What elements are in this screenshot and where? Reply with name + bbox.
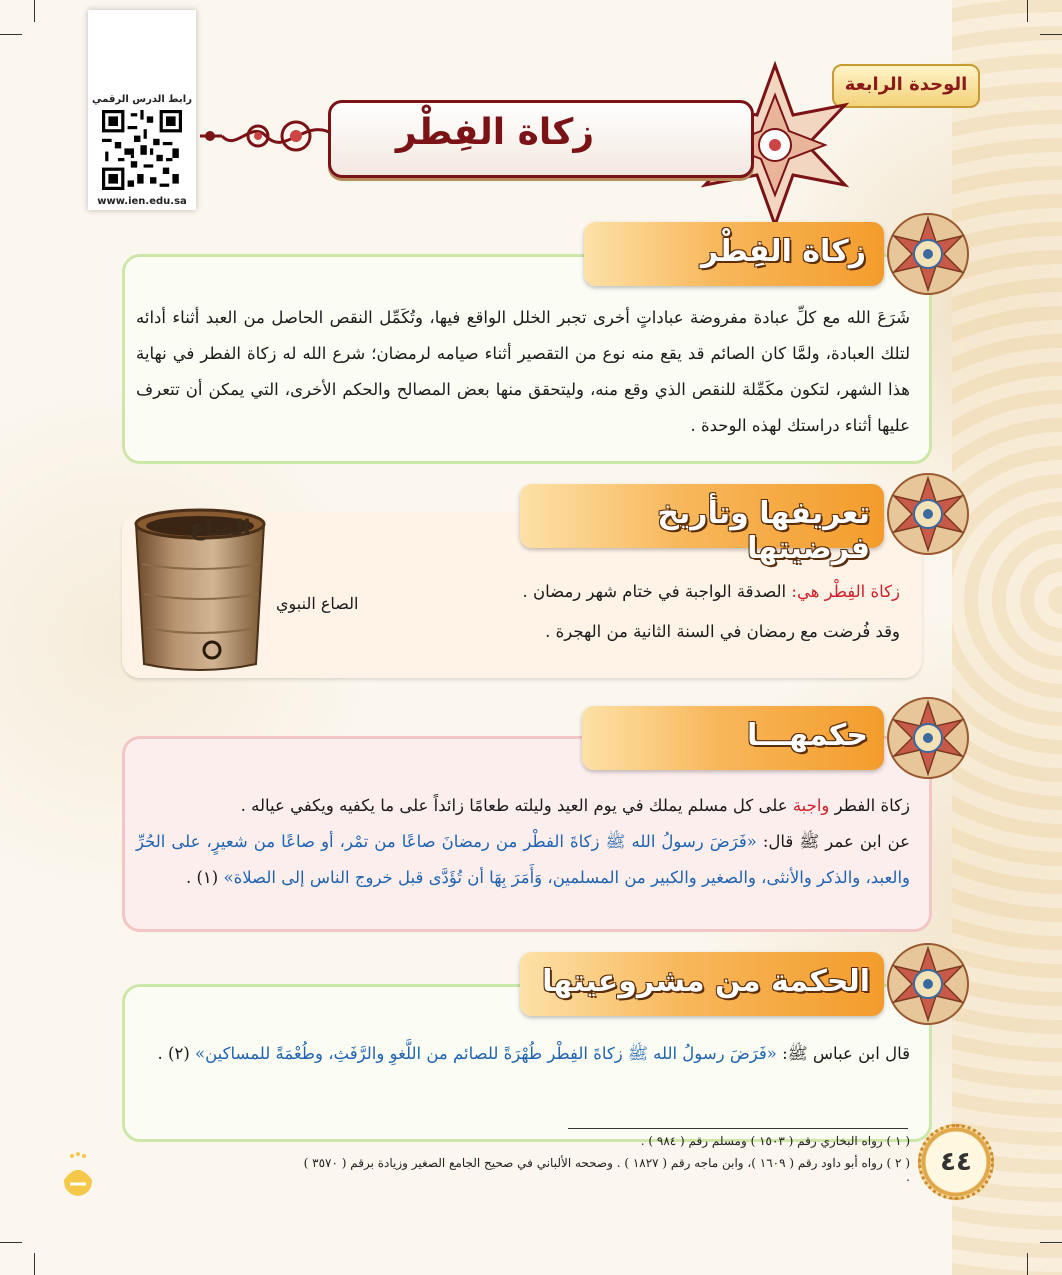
crop-mark	[1040, 34, 1062, 35]
ruling-word: واجبة	[792, 796, 830, 815]
crop-mark	[0, 34, 22, 35]
medallion-icon	[886, 942, 970, 1026]
crop-mark	[0, 1242, 22, 1243]
footnote-2: ( ٢ ) رواه أبو داود رقم ( ١٦٠٩ )، وابن ماجه رقم ( ١٨٢٧ ) . وصححه الألباني في صحيح الجامع الصغير وزيادة برقم ( ٣٥٧٠ ) .	[303, 1156, 910, 1184]
section-heading: تعريفها وتأريخ فرضيتها	[657, 496, 870, 566]
scroll-ornament-icon	[196, 104, 336, 168]
hadith-reference: (١) .	[185, 868, 224, 887]
crop-mark	[34, 1253, 35, 1275]
hadith-reference: (٢) .	[157, 1044, 196, 1063]
page-number: ٤٤	[918, 1124, 994, 1200]
hadith-text: «فَرَضَ رسولُ الله ﷺ زكاةَ الفِطْر طُهْرَةً للصائم من اللَّغوِ والرَّفَثِ، وطُعْمَةً للمساكين»	[195, 1044, 777, 1063]
section-heading: حكمهـــا	[746, 718, 868, 753]
ruling-end: على كل مسلم يملك في يوم العيد وليلته طعامًا زائداً على ما يكفيه ويكفي عياله .	[240, 796, 793, 815]
ruling-paragraph	[136, 788, 910, 896]
crop-mark	[34, 0, 35, 22]
footnote-divider	[568, 1128, 908, 1129]
history-text: وقد فُرضت مع رمضان في السنة الثانية من الهجرة .	[545, 622, 900, 641]
hadith-intro: قال ابن عباس ﷺ:	[776, 1044, 910, 1063]
hadith-text: «فَرَضَ رسولُ الله ﷺ زكاةَ الفطْر من رمضانَ صاعًا من تمْر، أو صاعًا من شعيرٍ، على الحُرِّ والعبد، والذكر والأنثى، والصغير والكبير من المسلمين، وَأَمَرَ بِهَا أن تُؤَدَّى قبل خروج الناس إلى الصلاة»	[136, 832, 910, 887]
page-title: زكاة الفِطْر	[395, 112, 595, 153]
qr-title: رابط الدرس الرقمي	[92, 94, 192, 105]
intro-paragraph: شَرَعَ الله مع كلِّ عبادة مفروضة عباداتٍ أخرى تجبر الخلل الواقع فيها، وتُكَمِّل النقص الحاصل من العبد أثناء أدائه لتلك العبادة، ولمَّا كان الصائم قد يقع منه نوع من التقصير أثناء صيامه لرمضان؛ شرع الله له زكاة الفطر في نهاية هذا الشهر، لتكون مكَمِّلة للنقص الذي وقع منه، وليتحقق منها بعض المصالح والحكم الأخرى، التي يمكن أن تتعرف عليها أثناء دراستك لهذه الوحدة .	[136, 308, 910, 435]
footnote-1: ( ١ ) رواه البخاري رقم ( ١٥٠٣ ) ومسلم رقم ( ٩٨٤ ) .	[640, 1134, 910, 1148]
definition-label: زكاة الفِطْر هي:	[791, 582, 900, 601]
image-caption: الصاع النبوي	[276, 594, 359, 613]
wisdom-paragraph	[136, 1036, 910, 1072]
qr-code-icon[interactable]	[102, 110, 182, 190]
qr-url[interactable]: www.ien.edu.sa	[97, 196, 187, 207]
section-heading: الحكمة من مشروعيتها	[542, 964, 870, 999]
qr-card[interactable]	[88, 10, 196, 210]
medallion-icon	[886, 696, 970, 780]
crop-mark	[1027, 1253, 1028, 1275]
image-label: الصاع	[190, 516, 251, 541]
publisher-logo-icon	[58, 1150, 98, 1200]
ruling-start: زكاة الفطر	[829, 796, 910, 815]
decorative-border	[952, 0, 1062, 1275]
crop-mark	[1027, 0, 1028, 22]
crop-mark	[1040, 1242, 1062, 1243]
medallion-icon	[886, 472, 970, 556]
definition-text	[400, 572, 900, 652]
section-heading: زكاة الفِطْر	[700, 234, 866, 269]
hadith-intro: عن ابن عمر ﷺ قال:	[756, 832, 910, 851]
unit-badge: الوحدة الرابعة	[832, 64, 980, 108]
definition-body: الصدقة الواجبة في ختام شهر رمضان .	[522, 582, 792, 601]
medallion-icon	[886, 212, 970, 296]
